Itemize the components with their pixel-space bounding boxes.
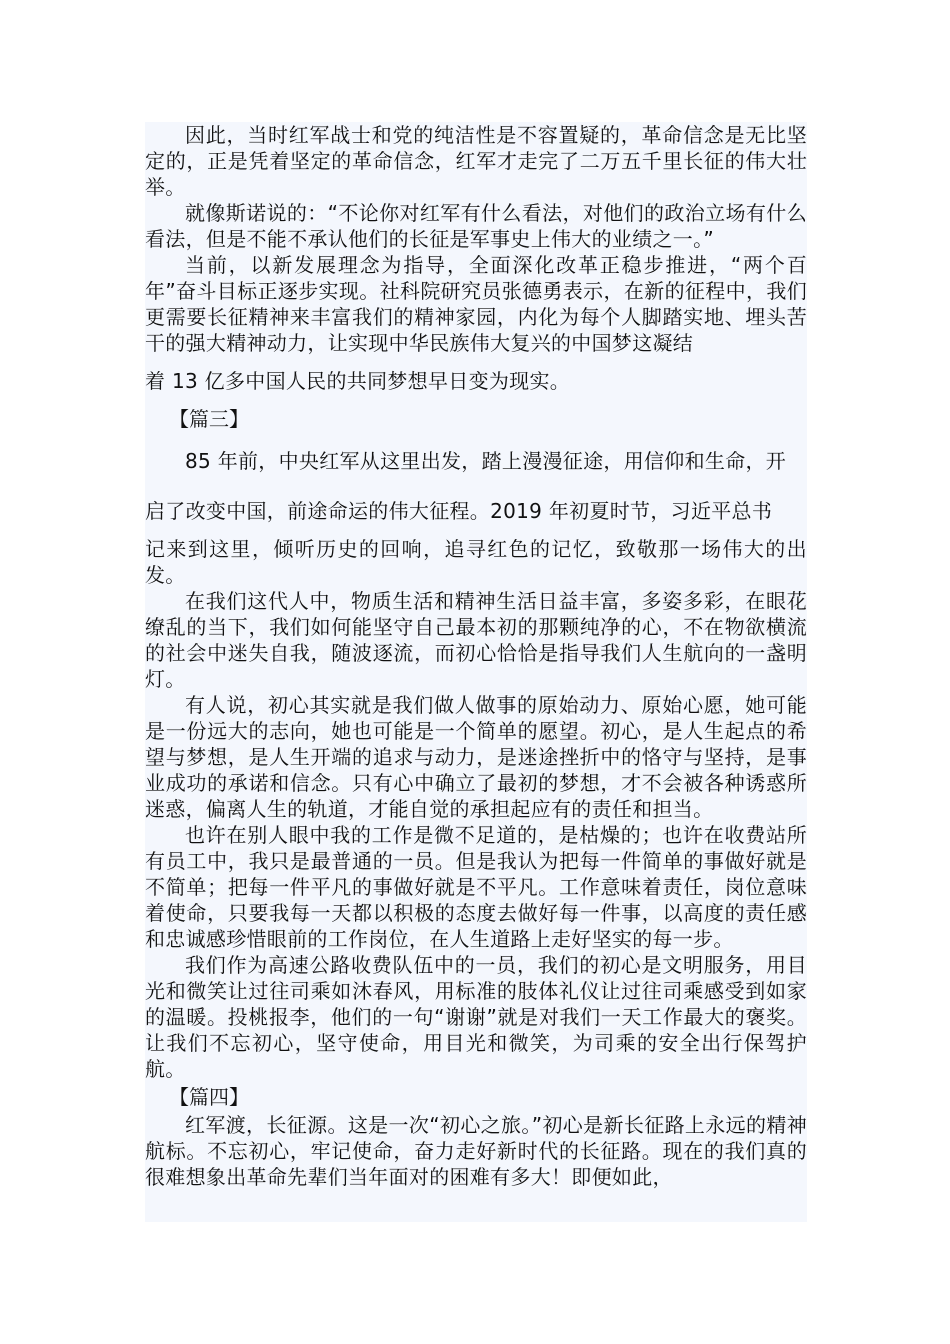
document-body — [145, 122, 807, 1222]
paragraph-red-army-departure: 85 年前，中央红军从这里出发，踏上漫漫征途，用信仰和生命，开 — [185, 449, 787, 473]
paragraph-new-journey-cont: 着 13 亿多中国人民的共同梦想早日变为现实。 — [145, 369, 571, 393]
paragraph-red-army-departure-cont: 启了改变中国，前途命运的伟大征程。2019 年初夏时节，习近平总书 — [145, 499, 773, 523]
paragraph-new-journey: 当前，以新发展理念为指导，全面深化改革正稳步推进，“两个百年”奋斗目标正逐步实现。社科院研究员张德勇表示，在新的征程中，我们更需要长征精神来丰富我们的精神家园，内化为每个人脚踏实地、埋头苦干的强大精神动力，让实现中华民族伟大复兴的中国梦这凝结 — [145, 253, 807, 355]
paragraph-my-work: 也许在别人眼中我的工作是微不足道的，是枯燥的；也许在收费站所有员工中，我只是最普通的一员。但是我认为把每一件简单的事做好就是不简单；把每一件平凡的事做好就是不平凡。工作意味着责任，岗位意味着使命，只要我每一天都以积极的态度去做好每一件事，以高度的责任感和忠诚感珍惜眼前的工作岗位，在人生道路上走好坚实的每一步。 — [145, 823, 807, 951]
paragraph-our-generation: 在我们这代人中，物质生活和精神生活日益丰富，多姿多彩，在眼花缭乱的当下，我们如何能坚守自己最本初的那颗纯净的心，不在物欲横流的社会中迷失自我，随波逐流，而初心恰恰是指导我们人生航向的一盏明灯。 — [145, 589, 807, 691]
paragraph-toll-service: 我们作为高速公路收费队伍中的一员，我们的初心是文明服务，用目光和微笑让过往司乘如沐春风，用标准的肢体礼仪让过往司乘感受到如家的温暖。投桃报李，他们的一句“谢谢”就是对我们一天工作最大的褒奖。让我们不忘初心，坚守使命，用目光和微笑，为司乘的安全出行保驾护航。 — [145, 953, 807, 1081]
section-title-4: 【篇四】 — [169, 1085, 249, 1109]
paragraph-original-aspiration: 有人说，初心其实就是我们做人做事的原始动力、原始心愿，她可能是一份远大的志向，她也可能是一个简单的愿望。初心，是人生起点的希望与梦想，是人生开端的追求与动力，是迷途挫折中的恪守与坚持，是事业成功的承诺和信念。只有心中确立了最初的梦想，才不会被各种诱惑所迷惑，偏离人生的轨道，才能自觉的承担起应有的责任和担当。 — [145, 693, 807, 821]
paragraph-red-army-departure-cont2: 记来到这里，倾听历史的回响，追寻红色的记忆，致敬那一场伟大的出发。 — [145, 537, 807, 587]
paragraph-faith: 因此，当时红军战士和党的纯洁性是不容置疑的，革命信念是无比坚定的，正是凭着坚定的革命信念，红军才走完了二万五千里长征的伟大壮举。 — [145, 123, 807, 199]
section-title-3: 【篇三】 — [169, 407, 249, 431]
paragraph-snow-quote: 就像斯诺说的：“不论你对红军有什么看法，对他们的政治立场有什么看法，但是不能不承认他们的长征是军事史上伟大的业绩之一。” — [145, 201, 807, 251]
paragraph-red-army-ferry: 红军渡，长征源。这是一次“初心之旅。”初心是新长征路上永远的精神航标。不忘初心，牢记使命，奋力走好新时代的长征路。现在的我们真的很难想象出革命先辈们当年面对的困难有多大！即便如此， — [145, 1113, 807, 1189]
